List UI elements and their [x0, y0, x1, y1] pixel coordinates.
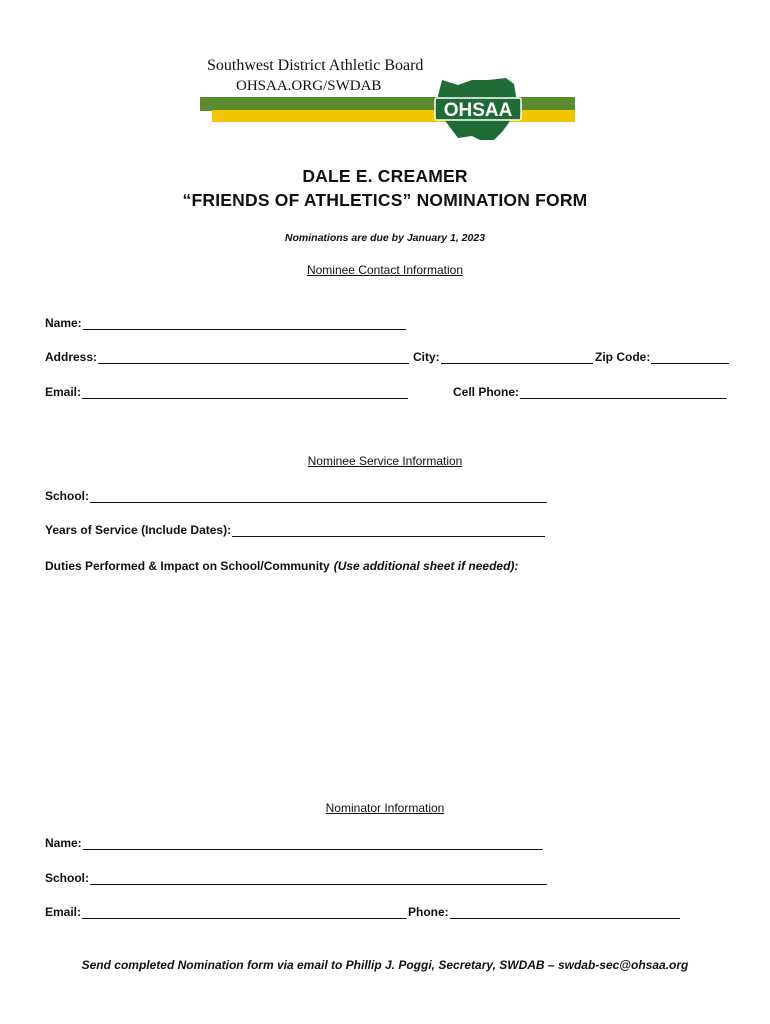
nominee-address-field[interactable] — [45, 350, 409, 364]
ohsaa-logo — [432, 76, 524, 142]
form-title-line1: DALE E. CREAMER — [302, 166, 468, 186]
nominator-school-line[interactable] — [90, 872, 547, 885]
nominator-phone-line[interactable] — [450, 906, 680, 919]
years-of-service-field[interactable] — [45, 523, 545, 537]
duties-field — [45, 559, 518, 573]
nominee-name-field[interactable] — [45, 316, 406, 330]
nominator-phone-field[interactable] — [408, 905, 680, 919]
duties-response-area[interactable] — [45, 580, 725, 790]
nominee-school-field[interactable] — [45, 489, 547, 503]
form-title-line2: “FRIENDS OF ATHLETICS” NOMINATION FORM — [182, 190, 588, 210]
nominee-cell-field[interactable] — [453, 385, 727, 399]
nominee-cell-label: Cell Phone: — [453, 385, 520, 399]
nominee-address-line[interactable] — [98, 351, 409, 364]
org-url: OHSAA.ORG/SWDAB — [236, 78, 382, 94]
years-of-service-label: Years of Service (Include Dates): — [45, 523, 232, 537]
nominee-city-line[interactable] — [441, 351, 593, 364]
nominator-email-line[interactable] — [82, 906, 407, 919]
nominator-name-line[interactable] — [83, 837, 543, 850]
nominee-name-line[interactable] — [83, 317, 406, 330]
nominator-name-field[interactable] — [45, 836, 543, 850]
years-of-service-line[interactable] — [232, 524, 545, 537]
nominee-school-label: School: — [45, 489, 89, 503]
nominee-email-field[interactable] — [45, 385, 408, 399]
nominator-school-field[interactable] — [45, 871, 547, 885]
svg-text:OHSAA: OHSAA — [443, 100, 513, 121]
submission-instructions: Send completed Nomination form via email to Phillip J. Poggi, Secretary, SWDAB – swdab-sec@ohsaa.org — [81, 958, 689, 972]
nominee-contact-heading: Nominee Contact Information — [306, 263, 464, 277]
nominee-cell-line[interactable] — [520, 386, 727, 399]
nominee-zip-label: Zip Code: — [595, 350, 651, 364]
nominator-email-label: Email: — [45, 905, 82, 919]
nominee-email-label: Email: — [45, 385, 82, 399]
nominee-city-label: City: — [413, 350, 440, 364]
nominee-email-line[interactable] — [82, 386, 408, 399]
duties-note: (Use additional sheet if needed): — [333, 559, 519, 573]
org-name: Southwest District Athletic Board — [207, 57, 424, 74]
nominator-name-label: Name: — [45, 836, 82, 850]
nominator-phone-label: Phone: — [408, 905, 449, 919]
nominee-address-label: Address: — [45, 350, 98, 364]
nominee-zip-line[interactable] — [651, 351, 729, 364]
nominee-service-heading: Nominee Service Information — [307, 454, 463, 468]
nominator-heading: Nominator Information — [325, 801, 445, 815]
nominee-school-line[interactable] — [90, 490, 547, 503]
nominee-zip-field[interactable] — [595, 350, 729, 364]
nominee-name-label: Name: — [45, 316, 82, 330]
nominee-city-field[interactable] — [413, 350, 593, 364]
nominator-email-field[interactable] — [45, 905, 407, 919]
due-note: Nominations are due by January 1, 2023 — [284, 232, 486, 244]
duties-label: Duties Performed & Impact on School/Community — [45, 559, 330, 573]
nominator-school-label: School: — [45, 871, 89, 885]
